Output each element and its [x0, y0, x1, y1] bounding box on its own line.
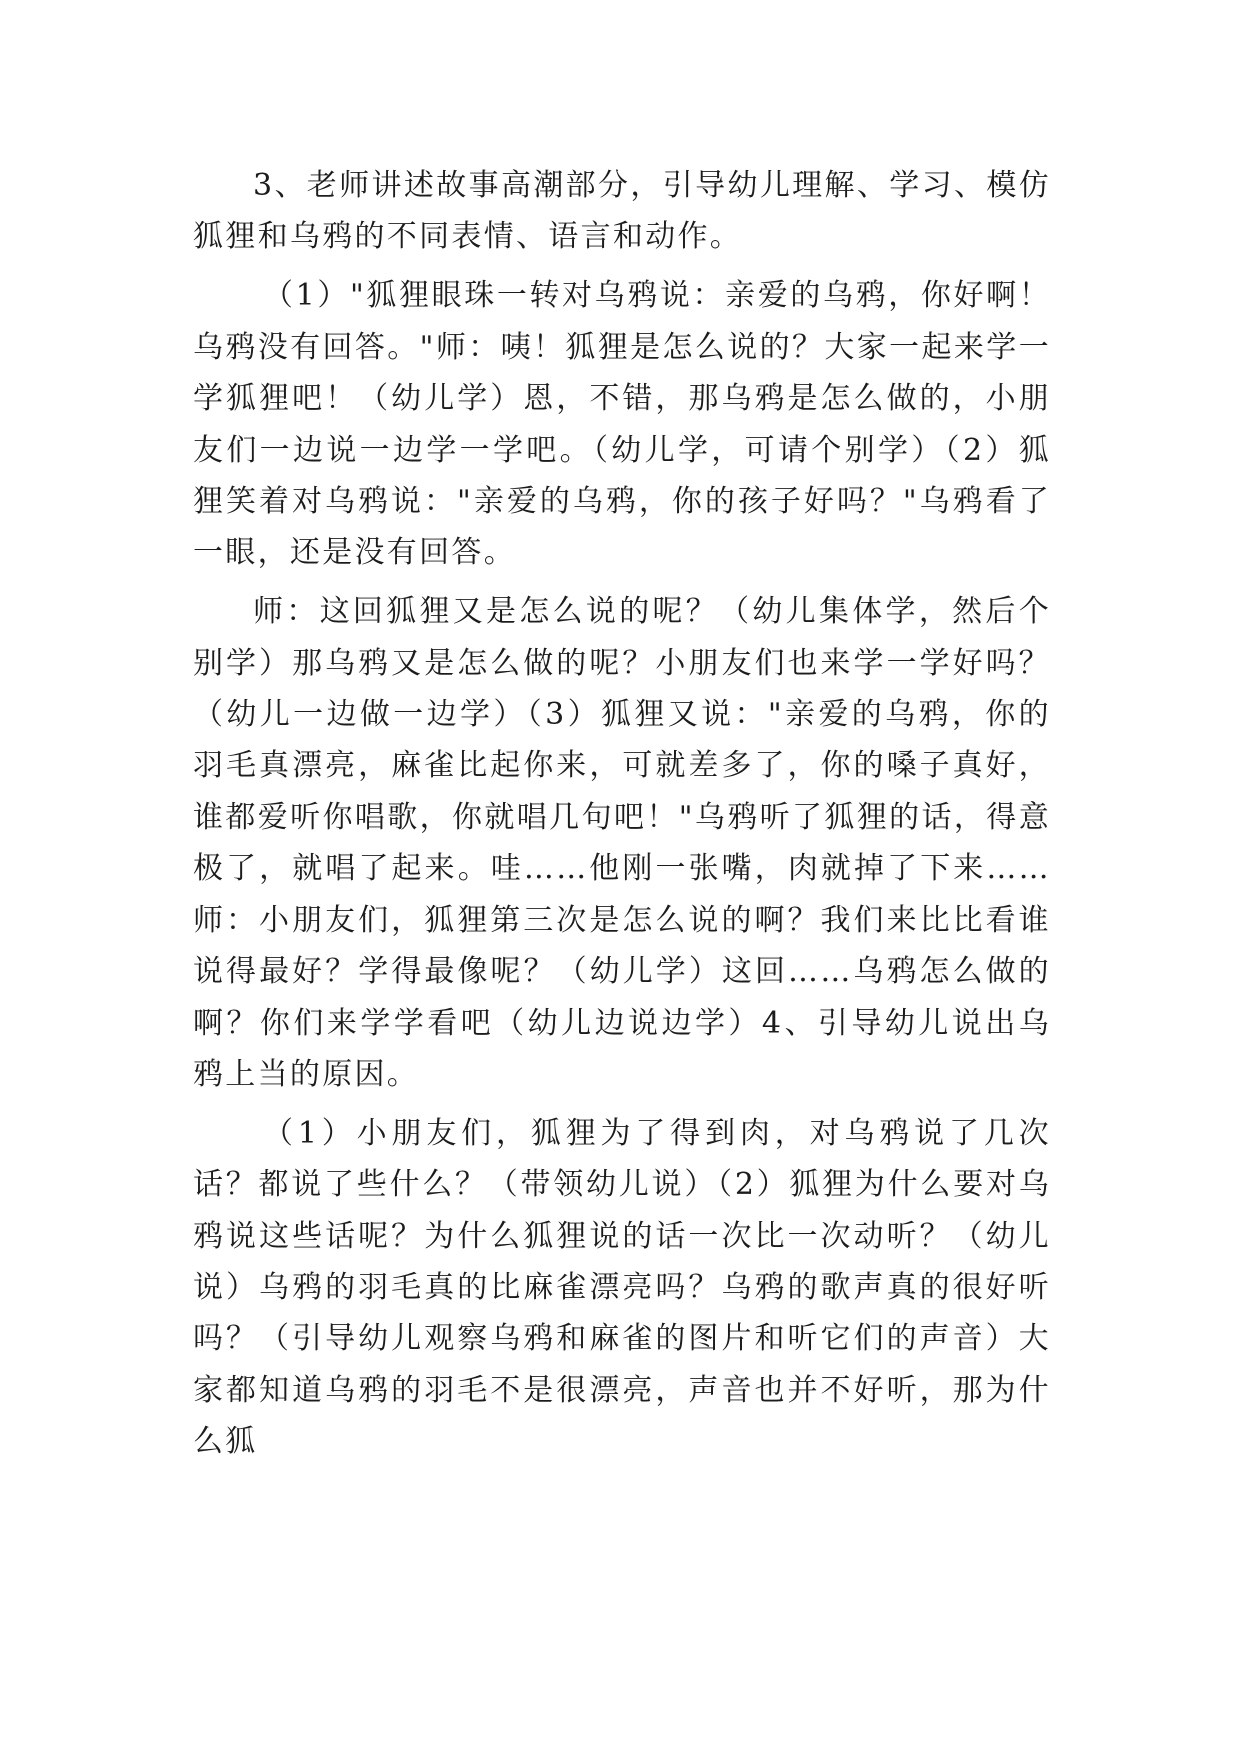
paragraph-step-3: 3、老师讲述故事高潮部分，引导幼儿理解、学习、模仿狐狸和乌鸦的不同表情、语言和动作。: [193, 168, 1051, 255]
document-body: [193, 160, 1051, 1475]
paragraph-teacher-questions: 师：这回狐狸又是怎么说的呢？（幼儿集体学，然后个别学）那乌鸦又是怎么做的呢？小朋友们也来学一学好吗？（幼儿一边做一边学）（3）狐狸又说："亲爱的乌鸦，你的羽毛真漂亮，麻雀比起你来，可就差多了，你的嗓子真好，谁都爱听你唱歌，你就唱几句吧！"乌鸦听了狐狸的话，得意极了，就唱了起来。哇……他刚一张嘴，肉就掉了下来……师：小朋友们，狐狸第三次是怎么说的啊？我们来比比看谁说得最好？学得最像呢？（幼儿学）这回……乌鸦怎么做的啊？你们来学学看吧（幼儿边说边学）4、引导幼儿说出乌鸦上当的原因。: [193, 594, 1051, 1092]
paragraph-discussion: （1）小朋友们，狐狸为了得到肉，对乌鸦说了几次话？都说了些什么？（带领幼儿说）（2）狐狸为什么要对乌鸦说这些话呢？为什么狐狸说的话一次比一次动听？（幼儿说）乌鸦的羽毛真的比麻雀漂亮吗？乌鸦的歌声真的很好听吗？（引导幼儿观察乌鸦和麻雀的图片和听它们的声音）大家都知道乌鸦的羽毛不是很漂亮，声音也并不好听，那为什么狐: [193, 1115, 1051, 1460]
paragraph-fox-first-speech: （1）"狐狸眼珠一转对乌鸦说：亲爱的乌鸦，你好啊！乌鸦没有回答。"师：咦！狐狸是怎么说的？大家一起来学一学狐狸吧！（幼儿学）恩，不错，那乌鸦是怎么做的，小朋友们一边说一边学一学吧。（幼儿学，可请个别学）（2）狐狸笑着对乌鸦说："亲爱的乌鸦，你的孩子好吗？"乌鸦看了一眼，还是没有回答。: [193, 278, 1051, 571]
